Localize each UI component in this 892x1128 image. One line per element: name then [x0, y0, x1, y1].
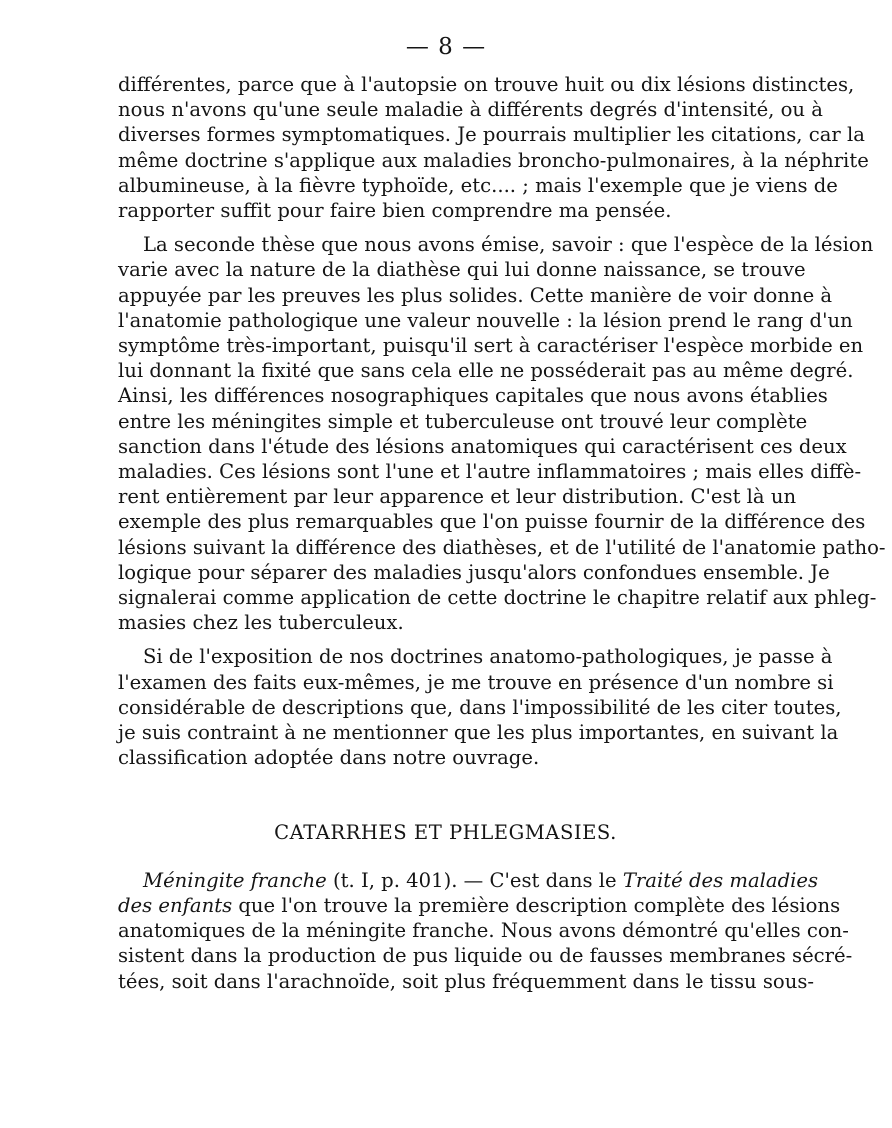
text-line: sistent dans la production de pus liquide ou de fausses membranes sécré-: [118, 944, 853, 968]
text-line: rapporter suffit pour faire bien comprendre ma pensée.: [118, 199, 672, 223]
text-line: entre les méningites simple et tuberculeuse ont trouvé leur complète: [118, 409, 808, 433]
text-line: maladies. Ces lésions sont l'une et l'autre inflammatoires ; mais elles diffè-: [118, 460, 862, 484]
page-number: — 8 —: [405, 34, 487, 60]
text-line: appuyée par les preuves les plus solides. Cette manière de voir donne à: [118, 283, 833, 307]
text-line: exemple des plus remarquables que l'on puisse fournir de la différence des: [118, 510, 866, 534]
text-line: [118, 893, 841, 918]
text-line: considérable de descriptions que, dans l'impossibilité de les citer toutes,: [118, 695, 842, 719]
text-line: même doctrine s'applique aux maladies broncho-pulmonaires, à la néphrite: [118, 148, 869, 172]
text-line: La seconde thèse que nous avons émise, savoir : que l'espèce de la lésion: [143, 233, 874, 257]
paragraph-1: [118, 72, 869, 223]
text-line: anatomiques de la méningite franche. Nous avons démontré qu'elles con-: [118, 919, 849, 943]
text-line: l'examen des faits eux-mêmes, je me trouve en présence d'un nombre si: [118, 670, 834, 694]
italic-term: Méningite franche: [143, 868, 327, 892]
text-line: varie avec la nature de la diathèse qui lui donne naissance, se trouve: [118, 258, 806, 282]
text-line: symptôme très-important, puisqu'il sert à caractériser l'espèce morbide en: [118, 334, 864, 358]
section-heading: CATARRHES ET PHLEGMASIES.: [274, 821, 617, 845]
text-line: lésions suivant la différence des diathèses, et de l'utilité de l'anatomie patho-: [118, 535, 886, 559]
text-line: nous n'avons qu'une seule maladie à différents degrés d'intensité, ou à: [118, 98, 823, 122]
text-line: [118, 868, 819, 893]
text-line: différentes, parce que à l'autopsie on trouve huit ou dix lésions distinctes,: [118, 73, 855, 96]
text-line: rent entièrement par leur apparence et leur distribution. C'est là un: [118, 485, 797, 509]
italic-title: des enfants: [118, 893, 233, 917]
text-line: Ainsi, les différences nosographiques capitales que nous avons établies: [118, 384, 828, 408]
paragraph-2: [118, 232, 886, 635]
text-line: signalerai comme application de cette doctrine le chapitre relatif aux phleg-: [118, 586, 877, 610]
text-line: tées, soit dans l'arachnoïde, soit plus fréquemment dans le tissu sous-: [118, 969, 815, 993]
text-line: l'anatomie pathologique une valeur nouvelle : la lésion prend le rang d'un: [118, 308, 853, 332]
text-line: je suis contraint à ne mentionner que les plus importantes, en suivant la: [118, 721, 839, 745]
text-line: logique pour séparer des maladies jusqu'alors confondues ensemble. Je: [118, 560, 830, 584]
text-line: albumineuse, à la fièvre typhoïde, etc.... ; mais l'exemple que je viens de: [118, 173, 838, 197]
paragraph-3: [118, 644, 842, 770]
text-line: diverses formes symptomatiques. Je pourrais multiplier les citations, car la: [118, 123, 865, 147]
text-line: classification adoptée dans notre ouvrage.: [118, 746, 540, 770]
text-line: lui donnant la fixité que sans cela elle ne posséderait pas au même degré.: [118, 359, 854, 383]
body-text: [118, 72, 886, 994]
text-line: masies chez les tuberculeux.: [118, 611, 404, 635]
reference-text: (t. I, p. 401). — C'est dans le: [326, 868, 623, 892]
italic-title: Traité des maladies: [622, 868, 819, 892]
text-line: sanction dans l'étude des lésions anatomiques qui caractérisent ces deux: [118, 434, 847, 458]
paragraph-4: [118, 868, 853, 994]
text-fragment: que l'on trouve la première description complète des lésions: [232, 893, 841, 917]
text-line: Si de l'exposition de nos doctrines anatomo-pathologiques, je passe à: [143, 645, 833, 669]
